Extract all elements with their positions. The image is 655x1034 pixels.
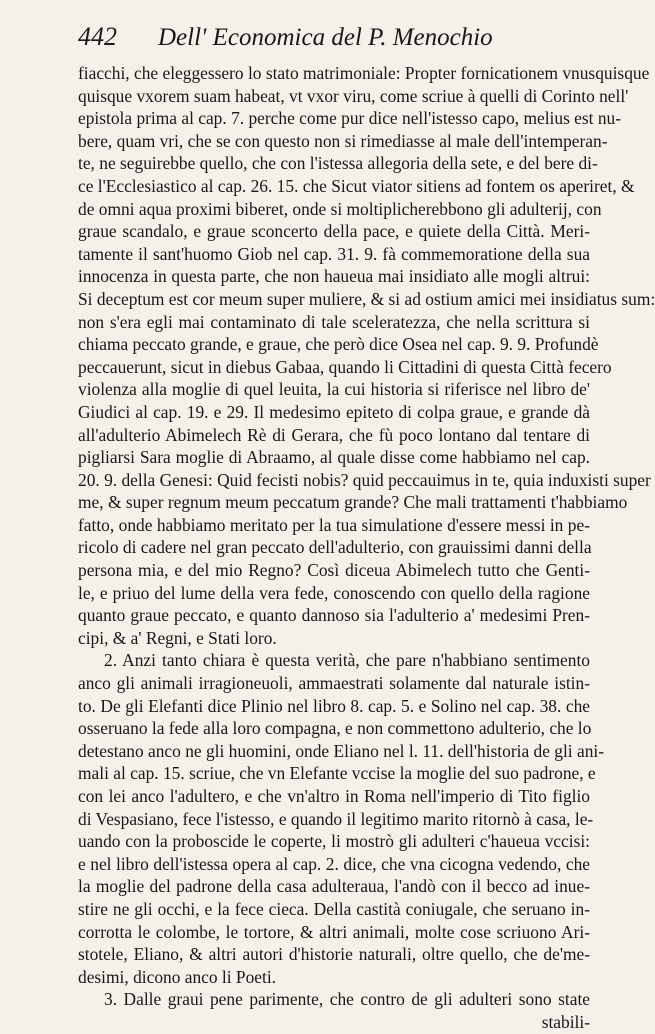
text-line: quisque vxorem suam habeat, vt vxor viru, come scriue à quelli di Corinto nell' — [78, 85, 629, 106]
text-line: corrotta le colombe, le tortore, & altri animali, molte cose scriuono Ari- — [78, 921, 590, 942]
text-line: me, & super regnum meum peccatum grande? Che mali trattamenti t'habbiamo — [78, 492, 628, 513]
text-line: uando con la proboscide le coperte, li mostrò gli adulteri c'haueua vccisi: — [78, 831, 590, 852]
text-line: bere, quam vri, che se con questo non si rimediasse al male dell'intemperan- — [78, 130, 608, 151]
text-line: anco gli animali irragioneuoli, ammaestrati solamente dal naturale istin- — [78, 673, 590, 694]
text-line: Si deceptum est cor meum super muliere, & si ad ostium amici mei insidiatus sum: — [78, 288, 655, 309]
page-header — [78, 22, 590, 56]
text-line: persona mia, e del mio Regno? Così diceua Abimelech tutto che Genti- — [78, 560, 590, 581]
text-line: la moglie del padrone della casa adulteraua, l'andò con il becco ad inue- — [78, 876, 590, 897]
text-line: pigliarsi Sara moglie di Abraamo, al quale disse come habbiamo nel cap. — [78, 447, 590, 468]
text-line: epistola prima al cap. 7. perche come pur dice nell'istesso capo, melius est nu- — [78, 108, 622, 129]
text-line: detestano anco ne gli huomini, onde Eliano nel l. 11. dell'historia de gli ani- — [78, 740, 605, 761]
text-line: peccauerunt, sicut in diebus Gabaa, quando li Cittadini di questa Città fecero — [78, 356, 612, 377]
running-head: Dell' Economica del P. Menochio — [158, 24, 493, 51]
text-line: de omni aqua proximi biberet, onde si moltiplicherebbono gli adulterij, con — [78, 198, 602, 219]
text-line: osseruano la fede alla loro compagna, e non commettono adulterio, che lo — [78, 718, 592, 739]
text-line: di Vespasiano, fece l'istesso, e quando il legitimo marito ritornò à casa, le- — [78, 808, 594, 829]
text-line: stotele, Eliano, & altri autori d'historie naturali, oltre quello, che de'me- — [78, 944, 590, 965]
text-line: e nel libro dell'istessa opera al cap. 2. dice, che vna cicogna vedendo, che — [78, 853, 590, 874]
text-line: violenza alla moglie di quel leuita, la cui historia si riferisce nel libro de' — [78, 379, 590, 400]
text-line: fiacchi, che eleggessero lo stato matrimoniale: Propter fornicationem vnusquisque — [78, 63, 650, 83]
text-line: ce l'Ecclesiastico al cap. 26. 15. che Sicut viator sitiens ad fontem os aperiret, & — [78, 175, 635, 196]
text-line: fatto, onde habbiamo meritato per la tua simulatione d'essere messi in pe- — [78, 514, 590, 535]
text-line: mali al cap. 15. scriue, che vn Elefante vccise la moglie del suo padrone, e — [78, 763, 596, 784]
text-line: tamente il sant'huomo Giob nel cap. 31. 9. fà commemoratione della sua — [78, 243, 590, 264]
text-line: desimi, dicono anco li Poeti. — [78, 966, 277, 987]
text-line: quanto graue peccato, e quanto dannoso sia l'adulterio a' medesimi Pren- — [78, 605, 590, 626]
page-number: 442 — [78, 22, 117, 51]
text-line: to. De gli Elefanti dice Plinio nel libro 8. cap. 5. e Solino nel cap. 38. che — [78, 695, 590, 716]
text-line: le, e priuo del lume della vera fede, conoscendo con quello della ragione — [78, 582, 590, 603]
body-text — [78, 62, 655, 1034]
text-line: 3. Dalle graui pene parimente, che contro de gli adulteri sono state — [104, 989, 590, 1010]
text-line: te, ne seguirebbe quello, che con l'istessa allegoria della sete, e del bere di- — [78, 153, 598, 174]
text-line: 2. Anzi tanto chiara è questa verità, che pare n'habbiano sentimento — [104, 650, 590, 671]
text-line: innocenza in questa parte, che non haueua mai insidiato alle mogli altrui: — [78, 266, 590, 287]
text-line: stire ne gli occhi, e la fece cieca. Della castità coniugale, che seruano in- — [78, 898, 590, 919]
text-line: stabili- — [541, 1011, 590, 1032]
text-line: Giudici al cap. 19. e 29. Il medesimo epiteto di colpa graue, e grande dà — [78, 401, 590, 422]
text-line: con lei anco l'adultero, e che vn'altro in Roma nell'imperio di Tito figlio — [78, 786, 590, 806]
text-line: ricolo di cadere nel gran peccato dell'adulterio, con grauissimi danni della — [78, 537, 592, 558]
text-line: cipi, & a' Regni, e Stati loro. — [78, 627, 277, 648]
text-line: 20. 9. della Genesi: Quid fecisti nobis? quid peccauimus in te, quia induxisti super — [78, 469, 651, 490]
text-line: all'adulterio Abimelech Rè di Gerara, che fù poco lontano dal tentare di — [78, 424, 590, 445]
text-line: chiama peccato grande, e graue, che però dice Osea nel cap. 9. 9. Profundè — [78, 334, 599, 355]
text-line: graue scandalo, e graue sconcerto della pace, e quiete della Città. Meri- — [78, 221, 590, 242]
text-line: non s'era egli mai contaminato di tale sceleratezza, che nella scrittura si — [78, 311, 590, 332]
